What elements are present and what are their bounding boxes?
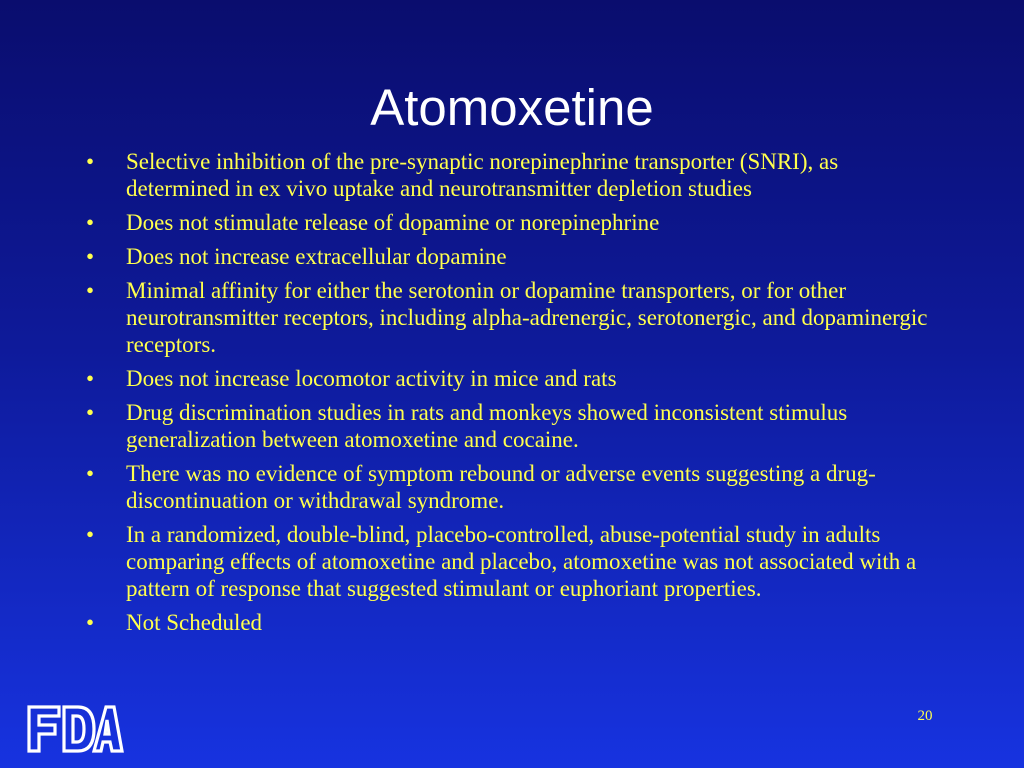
bullet-icon: •	[86, 149, 95, 174]
bullet-item	[86, 148, 936, 202]
bullet-list	[86, 148, 936, 643]
bullet-text: Does not increase locomotor activity in mice and rats	[126, 366, 617, 391]
bullet-item	[86, 460, 936, 514]
bullet-text: In a randomized, double-blind, placebo-controlled, abuse-potential study in adults comparing effects of atomoxetine and placebo, atomoxetine was not associated with a pattern of response that suggested stimulant or euphoriant properties.	[126, 522, 917, 601]
bullet-text: Minimal affinity for either the serotonin or dopamine transporters, or for other neurotransmitter receptors, including alpha-adrenergic, serotonergic, and dopaminergic receptors.	[126, 278, 928, 357]
bullet-text: Does not stimulate release of dopamine or norepinephrine	[126, 210, 660, 235]
bullet-text: Not Scheduled	[126, 610, 263, 635]
bullet-text: There was no evidence of symptom rebound or adverse events suggesting a drug-discontinuation or withdrawal syndrome.	[126, 461, 876, 513]
bullet-icon: •	[86, 461, 95, 486]
bullet-item	[86, 609, 936, 636]
bullet-item	[86, 209, 936, 236]
slide-title: Atomoxetine	[370, 79, 654, 136]
bullet-item	[86, 365, 936, 392]
bullet-item	[86, 521, 936, 602]
bullet-text: Drug discrimination studies in rats and monkeys showed inconsistent stimulus generalization between atomoxetine and cocaine.	[126, 400, 848, 452]
bullet-icon: •	[86, 278, 95, 303]
bullet-icon: •	[86, 610, 95, 635]
bullet-icon: •	[86, 244, 95, 269]
bullet-text: Selective inhibition of the pre-synaptic norepinephrine transporter (SNRI), as determined in ex vivo uptake and neurotransmitter depletion studies	[126, 149, 839, 201]
bullet-icon: •	[86, 522, 95, 547]
bullet-item	[86, 399, 936, 453]
bullet-icon: •	[86, 366, 95, 391]
bullet-icon: •	[86, 210, 95, 235]
bullet-item	[86, 277, 936, 358]
bullet-item	[86, 243, 936, 270]
bullet-icon: •	[86, 400, 95, 425]
fda-logo-icon	[26, 701, 124, 757]
page-number: 20	[917, 708, 933, 724]
bullet-text: Does not increase extracellular dopamine	[126, 244, 507, 269]
